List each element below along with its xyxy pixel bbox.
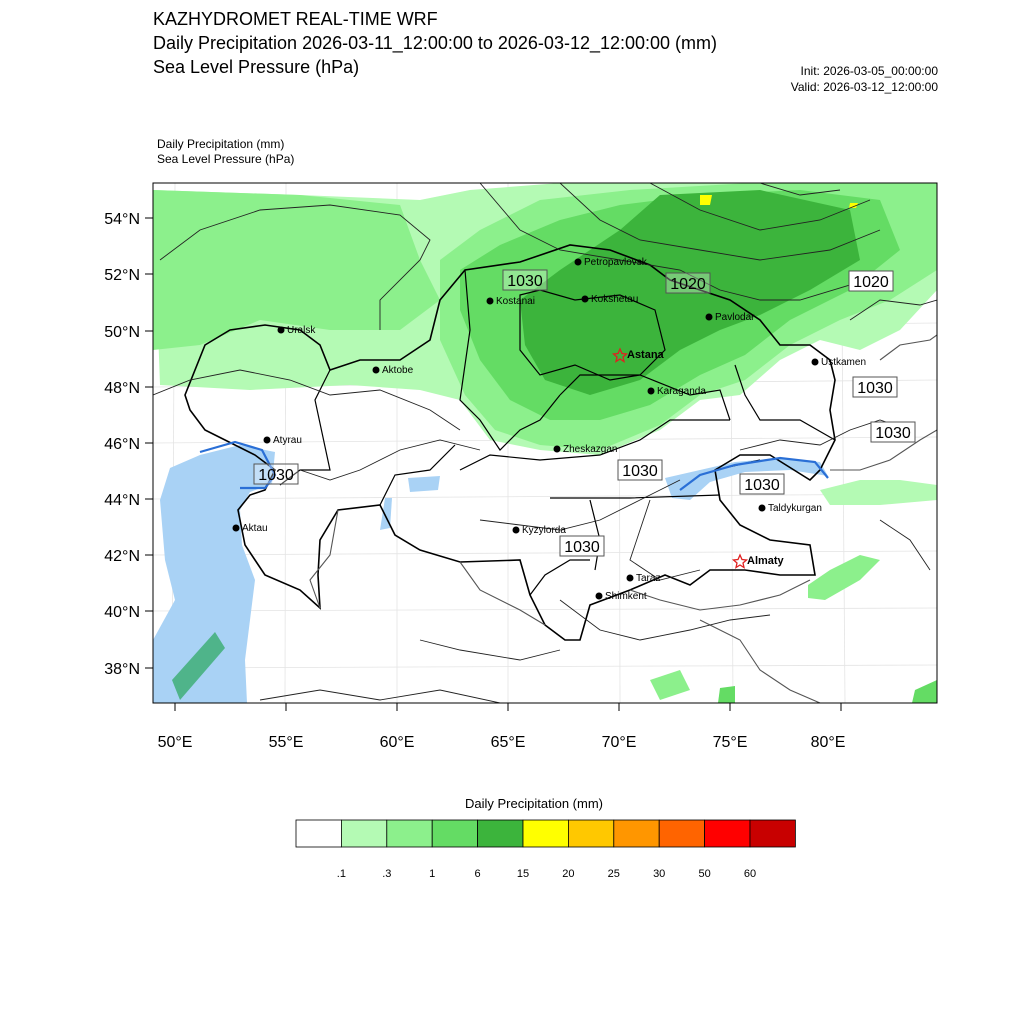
lat-label: 52°N (104, 267, 140, 284)
colorbar-swatch (750, 820, 795, 847)
svg-text:Zheskazgan: Zheskazgan (563, 444, 618, 455)
lat-label: 50°N (104, 324, 140, 341)
lon-label: 65°E (490, 734, 526, 751)
lat-label: 38°N (104, 661, 140, 678)
svg-text:1030: 1030 (857, 380, 893, 397)
svg-text:Kostanai: Kostanai (496, 296, 535, 307)
svg-text:1030: 1030 (258, 467, 294, 484)
lon-label: 50°E (157, 734, 193, 751)
colorbar-tick-label: 25 (607, 868, 620, 880)
svg-text:1020: 1020 (853, 274, 889, 291)
lon-label: 55°E (268, 734, 304, 751)
svg-text:Atyrau: Atyrau (273, 435, 302, 446)
lon-label: 60°E (379, 734, 415, 751)
svg-text:1030: 1030 (875, 425, 911, 442)
colorbar-swatch (568, 820, 613, 847)
colorbar-tick-label: 60 (743, 868, 757, 880)
title-line-2: Daily Precipitation 2026-03-11_12:00:00 to 2026-03-12_12:00:00 (mm) (153, 33, 718, 53)
colorbar-tick-label: 30 (653, 868, 666, 880)
lon-label: 80°E (810, 734, 846, 751)
colorbar-swatch (705, 820, 750, 847)
colorbar-boxes (296, 820, 795, 847)
title-line-3: Sea Level Pressure (hPa) (153, 57, 360, 77)
colorbar-ticks (337, 868, 756, 880)
colorbar-tick-label: 15 (516, 868, 530, 880)
svg-text:Petropavlovsk: Petropavlovsk (584, 257, 647, 268)
lat-label: 48°N (104, 380, 140, 397)
colorbar-tick-label: 1 (429, 868, 436, 880)
svg-text:Shimkent: Shimkent (605, 591, 647, 602)
svg-text:1020: 1020 (670, 276, 706, 293)
lat-label: 44°N (104, 492, 140, 509)
svg-text:Aktau: Aktau (242, 523, 268, 534)
colorbar-tick-label: .3 (382, 868, 392, 880)
colorbar-swatch (341, 820, 386, 847)
colorbar-swatch (432, 820, 477, 847)
colorbar-swatch (296, 820, 341, 847)
svg-text:Aktobe: Aktobe (382, 365, 414, 376)
colorbar-tick-label: 20 (562, 868, 575, 880)
colorbar-tick-label: .1 (336, 868, 346, 880)
valid-time: Valid: 2026-03-12_12:00:00 (790, 80, 938, 94)
field-label-precip: Daily Precipitation (mm) (157, 137, 285, 151)
svg-text:Uralsk: Uralsk (287, 325, 316, 336)
lat-label: 42°N (104, 548, 140, 565)
svg-text:Ustkamen: Ustkamen (821, 357, 867, 368)
svg-text:Astana: Astana (627, 349, 664, 361)
lon-label: 70°E (601, 734, 637, 751)
svg-text:Kyzylorda: Kyzylorda (522, 525, 566, 536)
svg-text:Almaty: Almaty (747, 555, 784, 567)
lat-label: 54°N (104, 211, 140, 228)
init-time: Init: 2026-03-05_00:00:00 (800, 64, 938, 78)
svg-text:1030: 1030 (564, 539, 600, 556)
svg-text:Pavlodar: Pavlodar (715, 312, 755, 323)
svg-text:Taraz: Taraz (636, 573, 661, 584)
svg-text:Kokshetau: Kokshetau (591, 294, 639, 305)
svg-text:Taldykurgan: Taldykurgan (768, 503, 822, 514)
colorbar-swatch (614, 820, 659, 847)
lon-label: 75°E (712, 734, 748, 751)
colorbar-tick-label: 50 (698, 868, 711, 880)
colorbar-swatch (387, 820, 432, 847)
title-line-1: KAZHYDROMET REAL-TIME WRF (153, 9, 438, 29)
colorbar-swatch (478, 820, 523, 847)
colorbar-swatch (523, 820, 568, 847)
lat-label: 46°N (104, 436, 140, 453)
colorbar-tick-label: 6 (474, 868, 481, 880)
colorbar-swatch (659, 820, 704, 847)
lat-label: 40°N (104, 604, 140, 621)
svg-text:1030: 1030 (744, 477, 780, 494)
field-label-slp: Sea Level Pressure (hPa) (157, 152, 295, 166)
svg-text:Karaganda: Karaganda (657, 386, 706, 397)
colorbar-title: Daily Precipitation (mm) (465, 796, 603, 811)
svg-text:1030: 1030 (507, 273, 543, 290)
svg-text:1030: 1030 (622, 463, 658, 480)
